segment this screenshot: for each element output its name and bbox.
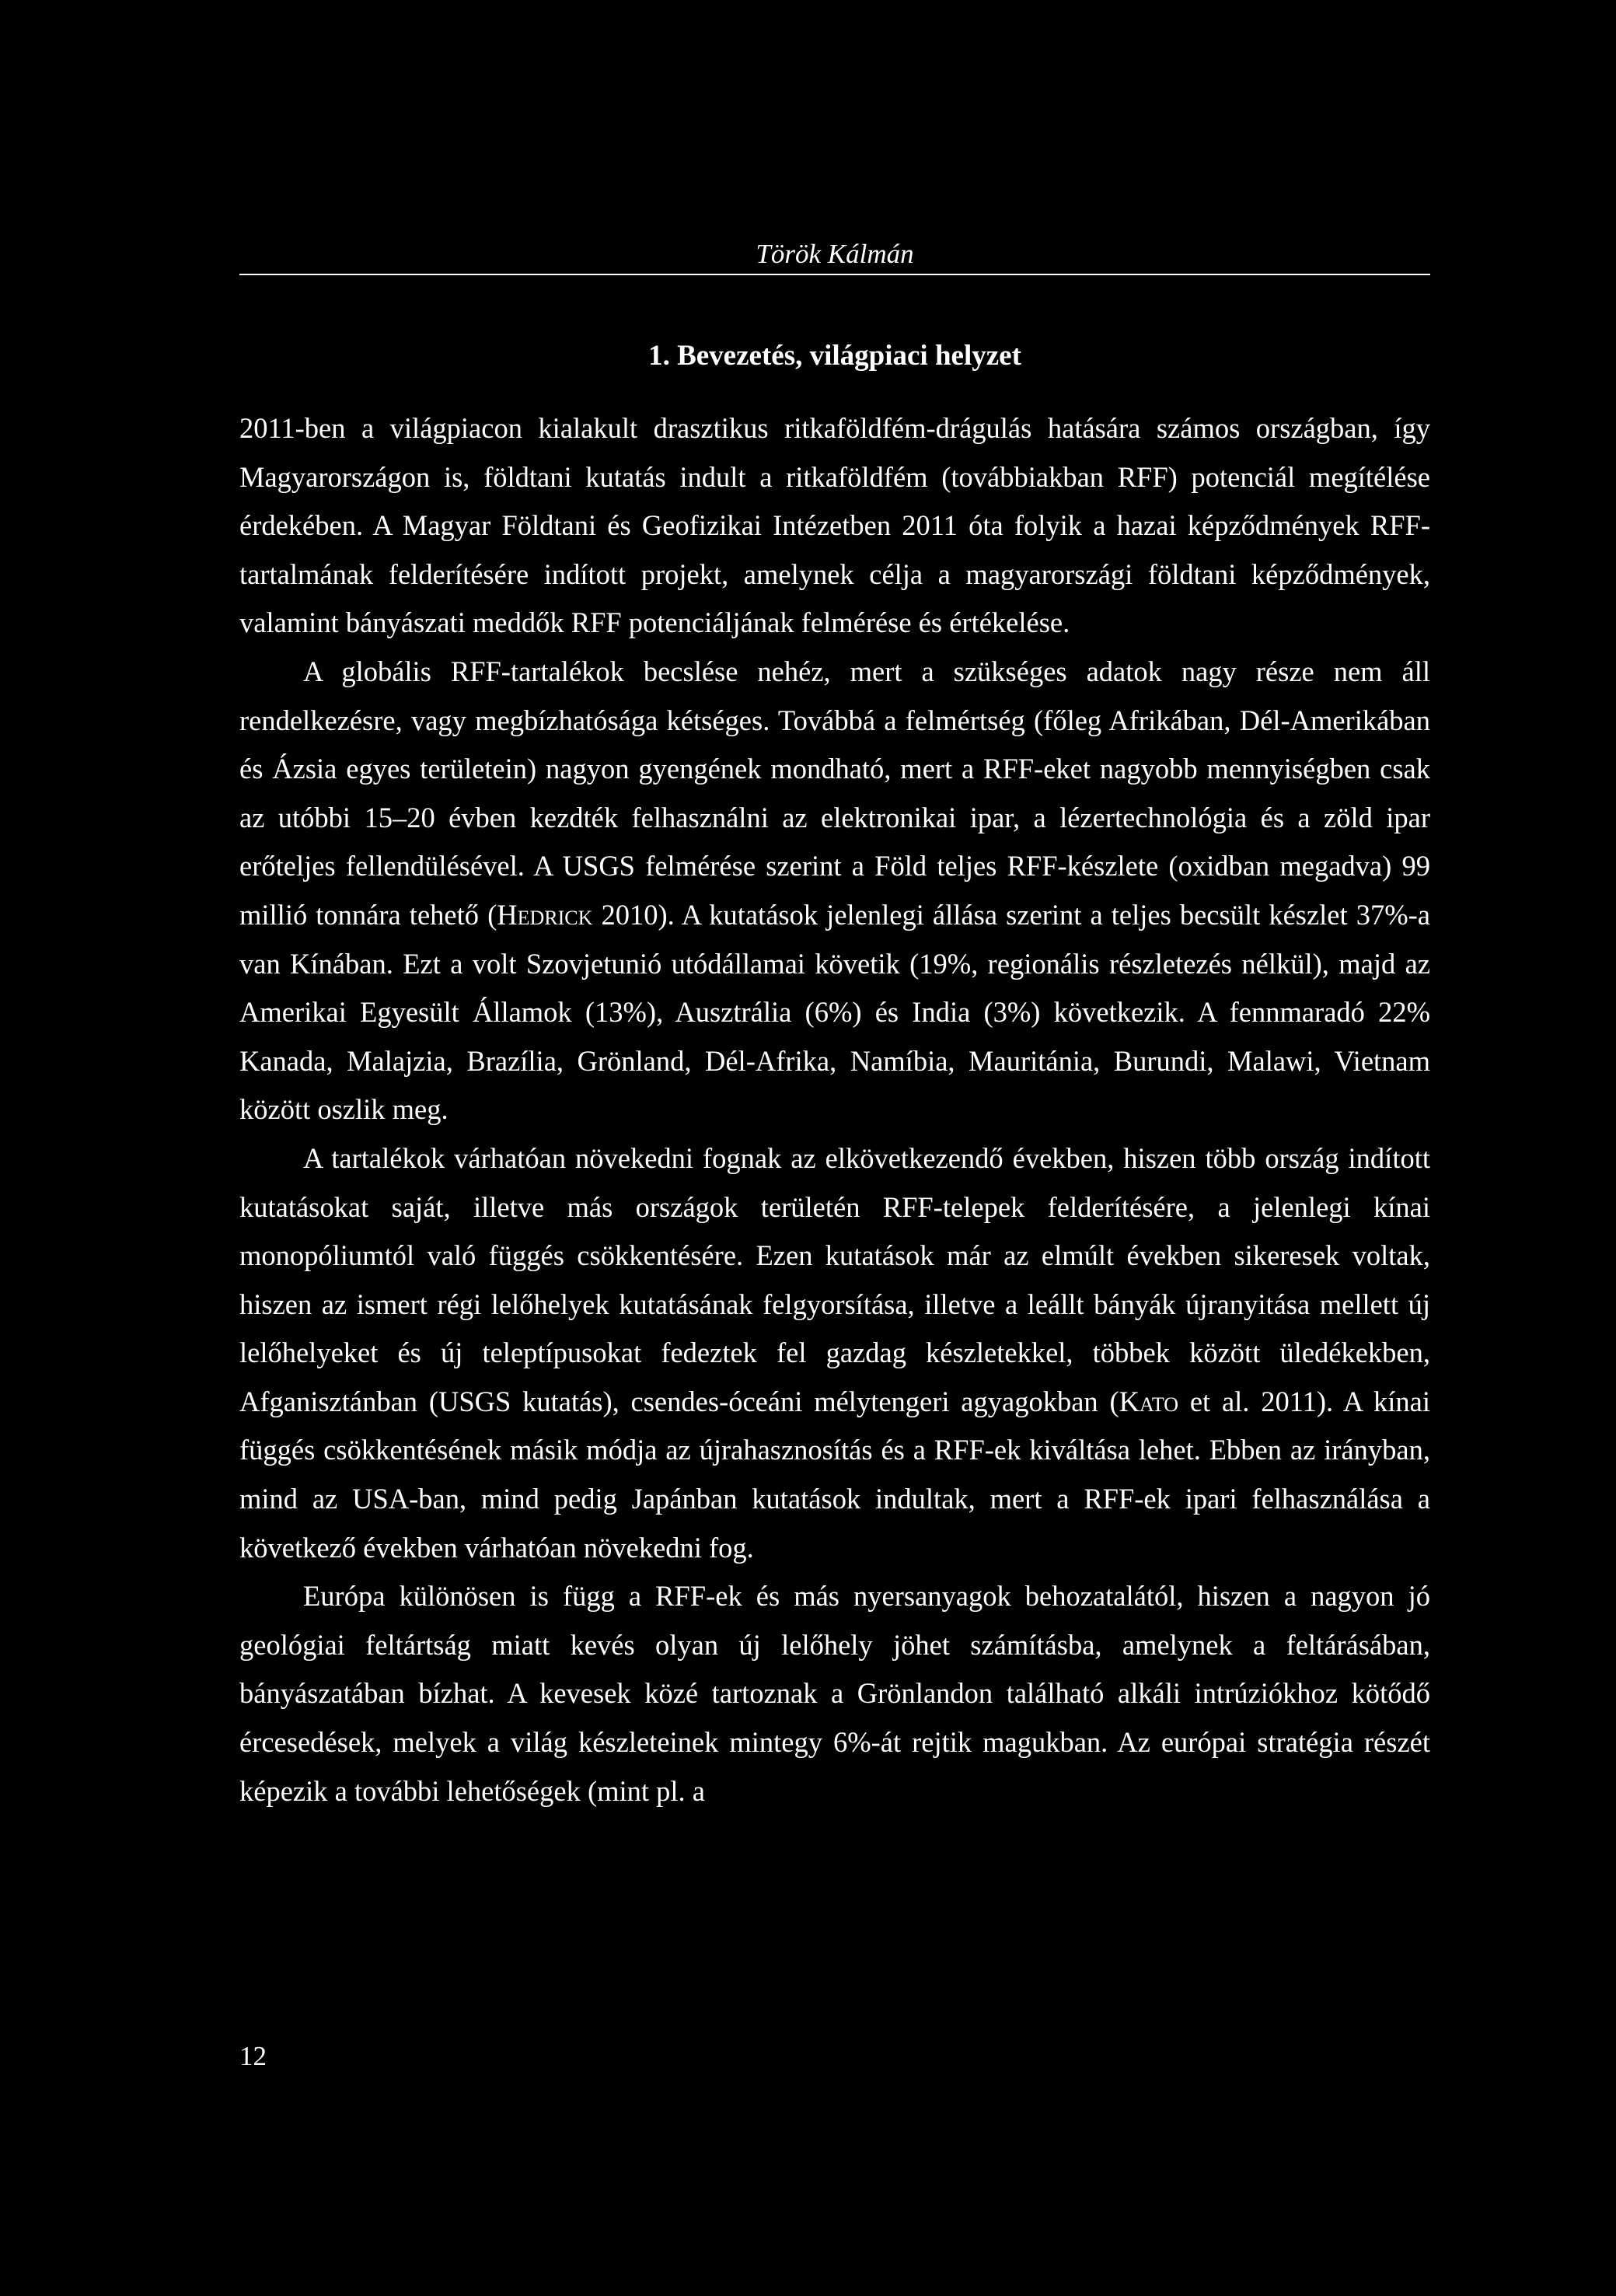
paragraph-3-text-a: A tartalékok várhatóan növekedni fognak az elkövetkezendő években, hiszen több ország indított kutatásokat saját, illetve más országok területén RFF-telepek felderítésére, a jelenlegi kínai monopóliumtól való függés csökkentésére. Ezen kutatások már az elmúlt években sikeresek voltak, hiszen az ismert régi lelőhelyek kutatásának felgyorsítása, illetve a leállt bányák újranyitása mellett új lelőhelyeket és új teleptípusokat fedeztek fel gazdag készletekkel, többek között üledékekben, Afganisztánban (USGS kutatás), csendes-óceáni mélytengeri agyagokban ( bbox=[239, 1141, 1430, 1417]
section-title: 1. Bevezetés, világpiaci helyzet bbox=[648, 340, 1021, 372]
paragraph-3 bbox=[239, 1134, 1430, 1572]
paragraph-2-text-b: 2010). A kutatások jelenlegi állása szerint a teljes becsült készlet 37%-a van Kínában. Ezt a volt Szovjetunió utódállamai követik (19%, regionális részletezés nélkül), majd az Amerikai Egyesült Államok (13%), Ausztrália (6%) és India (3%) következik. A fennmaradó 22% Kanada, Malajzia, Brazília, Grönland, Dél-Afrika, Namíbia, Mauritánia, Burundi, Malawi, Vietnam között oszlik meg. bbox=[239, 898, 1430, 1126]
page-number: 12 bbox=[239, 2041, 267, 2071]
header-rule bbox=[239, 274, 1430, 275]
running-head-author: Török Kálmán bbox=[756, 239, 914, 269]
paragraph-1-text: 2011-ben a világpiacon kialakult drasztikus ritkaföldfém-drágulás hatására számos országban, így Magyarországon is, földtani kutatás indult a ritkaföldfém (továbbiakban RFF) potenciál megítélése érdekében. A Magyar Földtani és Geofizikai Intézetben 2011 óta folyik a hazai képződmények RFF-tartalmának felderítésére indított projekt, amelynek célja a magyarországi földtani képződmények, valamint bányászati meddők RFF potenciáljának felmérése és értékelése. bbox=[239, 412, 1430, 639]
body-text bbox=[239, 404, 1430, 1815]
paragraph-4 bbox=[239, 1572, 1430, 1815]
citation-kato: Kato bbox=[1119, 1385, 1179, 1417]
paragraph-4-text: Európa különösen is függ a RFF-ek és más nyersanyagok behozatalától, hiszen a nagyon jó geológiai feltártság miatt kevés olyan új lelőhely jöhet számításba, amelynek a feltárásában, bányászatában bízhat. A kevesek közé tartoznak a Grönlandon található alkáli intrúziókhoz kötődő ércesedések, melyek a világ készleteinek mintegy 6%-át rejtik magukban. Az európai stratégia részét képezik a további lehetőségek (mint pl. a bbox=[239, 1580, 1430, 1807]
paragraph-2-text-a: A globális RFF-tartalékok becslése nehéz, mert a szükséges adatok nagy része nem áll rendelkezésre, vagy megbízhatósága kétséges. Továbbá a felmértség (főleg Afrikában, Dél-Amerikában és Ázsia egyes területein) nagyon gyengének mondható, mert a RFF-eket nagyobb mennyiségben csak az utóbbi 15–20 évben kezdték felhasználni az elektronikai ipar, a lézertechnológia és a zöld ipar erőteljes fellendülésével. A USGS felmérése szerint a Föld teljes RFF-készlete (oxidban megadva) 99 millió tonnára tehető ( bbox=[239, 655, 1430, 931]
paragraph-3-text-b: et al. 2011). A kínai függés csökkentésének másik módja az újrahasznosítás és a RFF-ek kiváltása lehet. Ebben az irányban, mind az USA-ban, mind pedig Japánban kutatások indultak, mert a RFF-ek ipari felhasználása a következő években várhatóan növekedni fog. bbox=[239, 1385, 1430, 1564]
paragraph-2 bbox=[239, 648, 1430, 1134]
paragraph-1 bbox=[239, 404, 1430, 648]
citation-hedrick: Hedrick bbox=[497, 898, 593, 931]
